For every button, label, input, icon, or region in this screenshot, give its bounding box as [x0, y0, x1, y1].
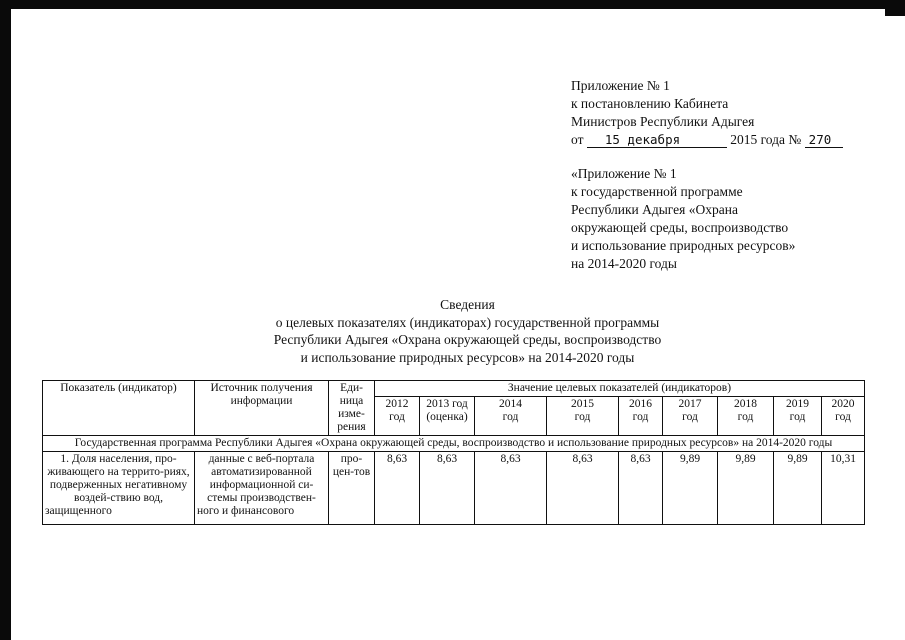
header-indicator: Показатель (индикатор) [43, 381, 195, 436]
row-value: 8,63 [475, 452, 547, 525]
date-suffix: 2015 года № [730, 132, 802, 147]
header-source: Источник получения информации [195, 381, 329, 436]
section-row: Государственная программа Республики Адыгея «Охрана окружающей среды, воспроизводство и использование природных ресурсов» на 2014-2020 годы [43, 436, 865, 452]
row-unit: про-цен-тов [329, 452, 375, 525]
appendix-line: к постановлению Кабинета [571, 96, 729, 111]
row-value: 8,63 [420, 452, 475, 525]
row-value: 9,89 [774, 452, 822, 525]
header-unit: Еди-ница изме-рения [329, 381, 375, 436]
program-appendix-line: окружающей среды, воспроизводство [571, 220, 789, 235]
row-value: 9,89 [663, 452, 718, 525]
title-line: Сведения [440, 297, 495, 312]
appendix-line: Приложение № 1 [571, 78, 670, 93]
scan-border-top [0, 0, 905, 9]
table-row [43, 452, 865, 525]
year-header: 2016 год [619, 397, 663, 436]
year-header: 2014 год [475, 397, 547, 436]
indicators-table [42, 380, 865, 525]
year-header: 2015 год [547, 397, 619, 436]
row-value: 8,63 [547, 452, 619, 525]
year-header: 2013 год (оценка) [420, 397, 475, 436]
program-appendix-line: «Приложение № 1 [571, 166, 677, 181]
date-value: 15 декабря [587, 132, 727, 148]
title-line: о целевых показателях (индикаторах) государственной программы [275, 314, 660, 330]
document-number: 270 [805, 132, 843, 148]
appendix-date-line [571, 131, 843, 149]
title-line: и использование природных ресурсов» на 2014-2020 годы [300, 349, 635, 365]
document-title [200, 296, 735, 366]
program-appendix-line: Республики Адыгея «Охрана [571, 202, 738, 217]
date-prefix: от [571, 132, 584, 147]
row-source: данные с веб-портала автоматизированной информационной си-стемы производствен-ного и финансового [195, 452, 329, 525]
row-value: 8,63 [375, 452, 420, 525]
year-header: 2018 год [718, 397, 774, 436]
scan-border-left [0, 0, 11, 640]
title-line: Республики Адыгея «Охрана окружающей среды, воспроизводство [273, 332, 662, 347]
row-indicator: 1. Доля населения, про-живающего на террито-риях, подверженных негативному воздей-ствию вод, защищенного [43, 452, 195, 525]
row-value: 9,89 [718, 452, 774, 525]
scan-border-corner [885, 0, 905, 16]
row-value: 8,63 [619, 452, 663, 525]
program-appendix-line: и использование природных ресурсов» [571, 238, 796, 253]
year-header: 2017 год [663, 397, 718, 436]
program-appendix-line: к государственной программе [571, 184, 743, 199]
year-header: 2012 год [375, 397, 420, 436]
appendix-line: Министров Республики Адыгея [571, 114, 755, 129]
year-header: 2019 год [774, 397, 822, 436]
year-header: 2020 год [822, 397, 865, 436]
header-values-group: Значение целевых показателей (индикаторов) [375, 381, 865, 397]
program-appendix-line: на 2014-2020 годы [571, 256, 677, 271]
row-value: 10,31 [822, 452, 865, 525]
appendix-block [571, 77, 843, 273]
